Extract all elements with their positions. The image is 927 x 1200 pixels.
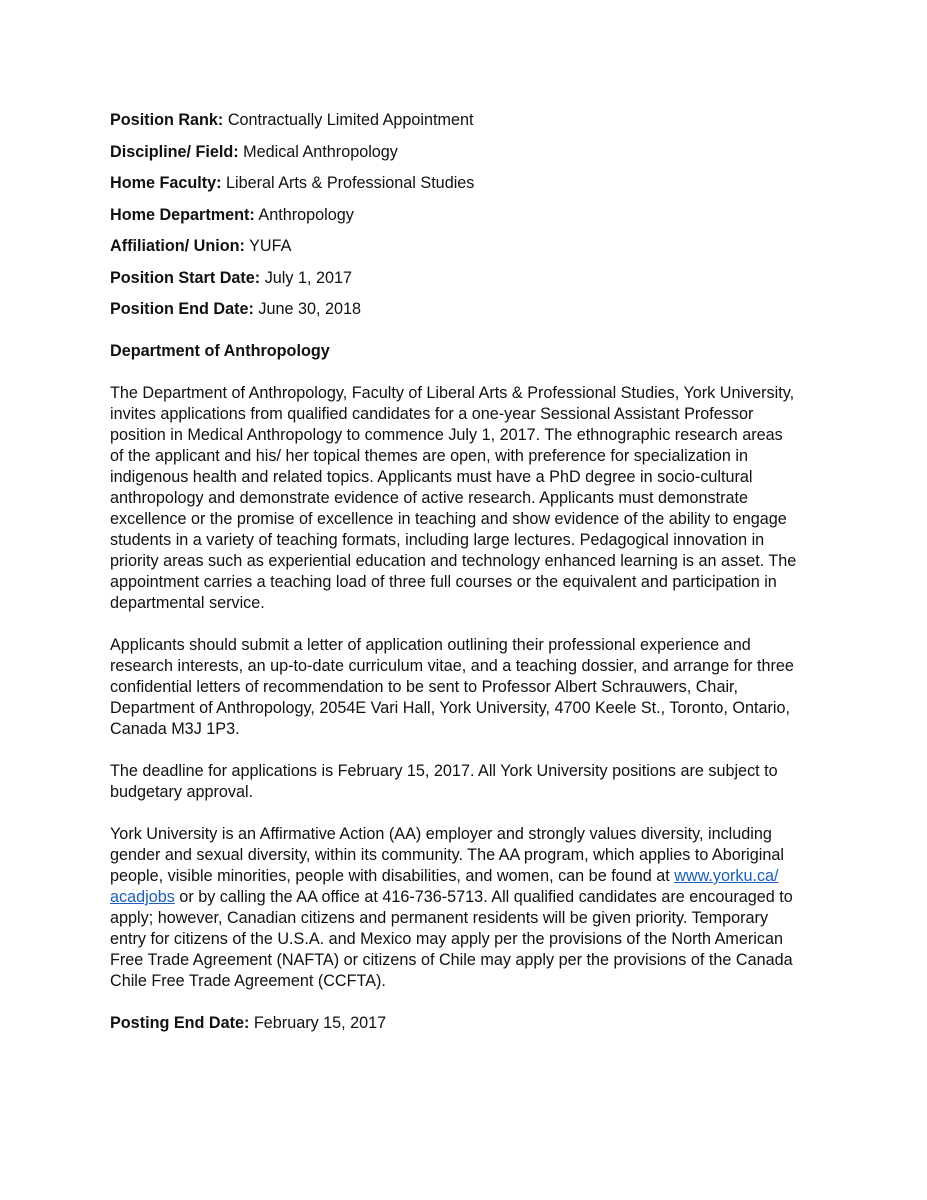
paragraph-line: budgetary approval. — [110, 783, 254, 801]
paragraph-line: apply; however, Canadian citizens and permanent residents will be given priority. Temporary — [110, 909, 769, 927]
paragraph-line — [110, 866, 830, 887]
field-label: Position Rank: — [110, 111, 224, 129]
field-label: Affiliation/ Union: — [110, 237, 245, 255]
field-value: Medical Anthropology — [243, 142, 398, 161]
paragraph-line: Department of Anthropology, 2054E Vari Hall, York University, 4700 Keele St., Toronto, Ontario, — [110, 699, 790, 717]
field-value: Contractually Limited Appointment — [227, 111, 474, 129]
field-home-department — [110, 205, 830, 226]
posting-end-label: Posting End Date: — [110, 1014, 250, 1032]
paragraph-line: Chile Free Trade Agreement (CCFTA). — [110, 972, 386, 990]
paragraph-line: Applicants should submit a letter of application outlining their professional experience and — [110, 636, 751, 654]
field-discipline — [110, 142, 830, 163]
paragraph-line: excellence or the promise of excellence in teaching and show evidence of the ability to engage — [110, 510, 787, 528]
field-label: Home Faculty: — [110, 174, 222, 192]
posting-end-date — [110, 1013, 830, 1034]
field-end-date — [110, 299, 830, 320]
paragraph-text: or by calling the AA office at 416-736-5713. All qualified candidates are encouraged to — [174, 888, 793, 906]
posting-end-value: February 15, 2017 — [253, 1014, 387, 1032]
paragraph-line: departmental service. — [110, 594, 265, 612]
paragraph-line: entry for citizens of the U.S.A. and Mexico may apply per the provisions of the North American — [110, 930, 783, 948]
paragraph-line: research interests, an up-to-date curriculum vitae, and a teaching dossier, and arrange for three — [110, 657, 794, 675]
field-value: June 30, 2018 — [258, 300, 362, 318]
field-value: July 1, 2017 — [264, 268, 352, 287]
field-value: Anthropology — [258, 205, 354, 224]
paragraph-affirmative-action — [110, 824, 830, 992]
field-label: Discipline/ Field: — [110, 142, 239, 161]
field-position-rank — [110, 110, 830, 131]
field-affiliation — [110, 236, 830, 257]
field-label: Position End Date: — [110, 300, 254, 318]
paragraph-application-instructions — [110, 635, 830, 740]
paragraph-line: Free Trade Agreement (NAFTA) or citizens of Chile may apply per the provisions of the Canada — [110, 951, 793, 969]
field-value: Liberal Arts & Professional Studies — [226, 174, 475, 192]
paragraph-line: appointment carries a teaching load of three full courses or the equivalent and participation in — [110, 573, 777, 591]
field-label: Position Start Date: — [110, 268, 261, 287]
paragraph-line: priority areas such as experiential education and technology enhanced learning is an asset. The — [110, 552, 797, 570]
paragraph-line: The Department of Anthropology, Faculty of Liberal Arts & Professional Studies, York University, — [110, 384, 795, 402]
field-label: Home Department: — [110, 205, 255, 224]
paragraph-deadline — [110, 761, 830, 803]
paragraph-line: anthropology and demonstrate evidence of active research. Applicants must demonstrate — [110, 489, 748, 507]
field-home-faculty — [110, 173, 830, 194]
document-content — [110, 110, 830, 1034]
acadjobs-link[interactable]: www.yorku.ca/ — [674, 867, 779, 885]
field-value: YUFA — [249, 237, 292, 255]
paragraph-line: indigenous health and related topics. Applicants must have a PhD degree in socio-cultural — [110, 468, 753, 486]
paragraph-line: gender and sexual diversity, within its community. The AA program, which applies to Aboriginal — [110, 846, 784, 864]
paragraph-department-description — [110, 383, 830, 614]
paragraph-line: students in a variety of teaching formats, including large lectures. Pedagogical innovation in — [110, 531, 765, 549]
paragraph-text: people, visible minorities, people with disabilities, and women, can be found at — [110, 867, 675, 885]
paragraph-line: position in Medical Anthropology to commence July 1, 2017. The ethnographic research areas — [110, 426, 783, 444]
paragraph-line: Canada M3J 1P3. — [110, 720, 240, 738]
paragraph-line: York University is an Affirmative Action (AA) employer and strongly values diversity, including — [110, 825, 772, 843]
paragraph-line: The deadline for applications is February 15, 2017. All York University positions are subject to — [110, 762, 778, 780]
paragraph-line — [110, 887, 830, 908]
paragraph-line: of the applicant and his/ her topical themes are open, with preference for specialization in — [110, 447, 748, 465]
section-heading: Department of Anthropology — [110, 342, 330, 360]
paragraph-line: invites applications from qualified candidates for a one-year Sessional Assistant Professor — [110, 405, 754, 423]
paragraph-line: confidential letters of recommendation to be sent to Professor Albert Schrauwers, Chair, — [110, 678, 739, 696]
acadjobs-link-continued[interactable]: acadjobs — [110, 888, 175, 906]
field-start-date — [110, 268, 830, 289]
